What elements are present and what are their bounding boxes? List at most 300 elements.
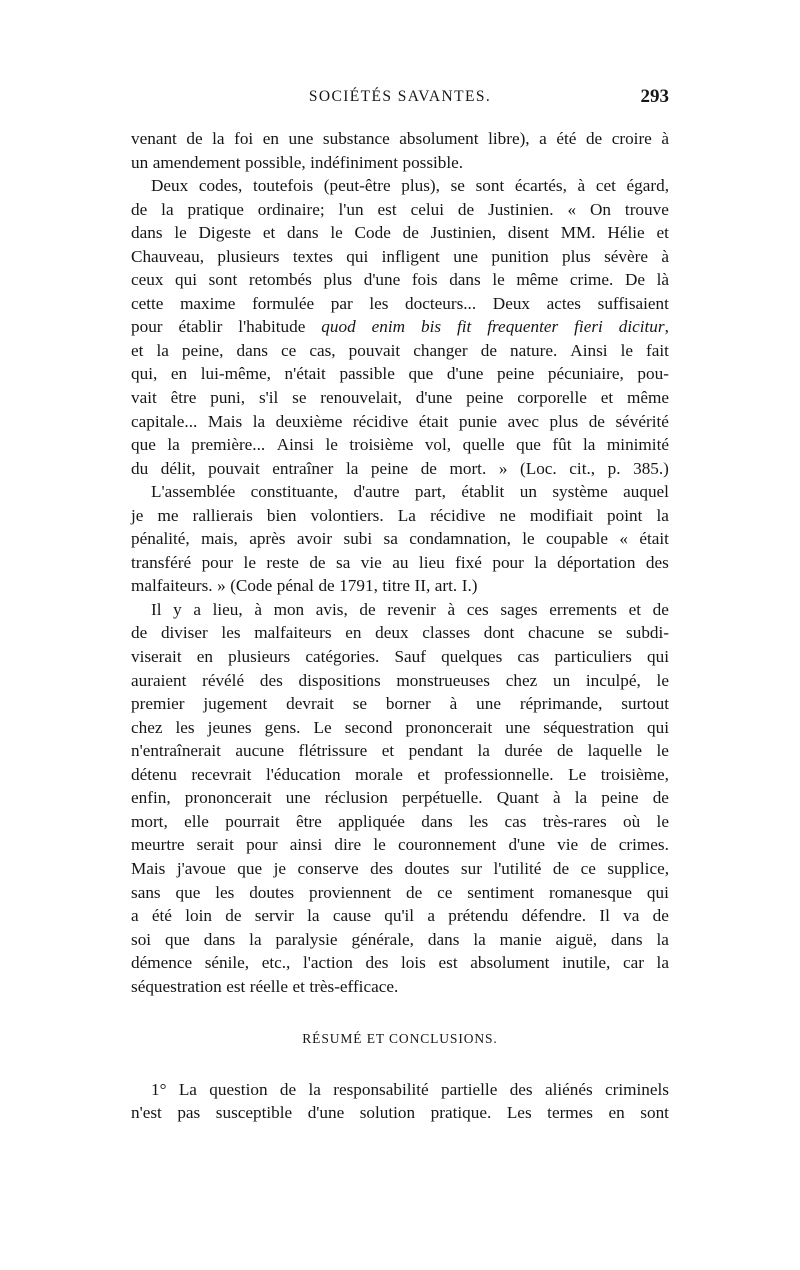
word: On (589, 199, 611, 219)
word: quelle (462, 435, 505, 455)
word: troisième, (600, 764, 669, 784)
word: de (652, 599, 669, 619)
word: foi (234, 129, 254, 148)
word: dans (131, 223, 163, 243)
word: crime. (569, 270, 614, 290)
word: des (509, 1079, 533, 1099)
word: ceux (131, 270, 164, 290)
word: jeunes (207, 717, 252, 737)
word: titre (382, 576, 411, 596)
word: dans (421, 811, 453, 831)
word: qui (646, 882, 669, 902)
word: être (295, 811, 322, 831)
word: soi (131, 929, 152, 949)
word: système (552, 482, 608, 502)
word: « (619, 529, 628, 549)
word: dans (611, 929, 643, 949)
word: reste (266, 552, 299, 572)
text-line (131, 362, 669, 386)
section-heading: RÉSUMÉ ET CONCLUSIONS. (302, 1031, 498, 1047)
word: délit, (160, 458, 196, 478)
word: catégories. (305, 647, 380, 667)
word: une (288, 129, 314, 148)
word: de (225, 906, 242, 926)
word: sévérité (615, 411, 669, 431)
word: les (215, 882, 235, 902)
word: dispositions (298, 670, 381, 690)
text-line (131, 127, 669, 151)
word: diviser (160, 623, 208, 643)
word: aucune (235, 741, 285, 761)
word: du (131, 458, 149, 478)
text-line (131, 174, 669, 198)
word: premier (131, 694, 185, 714)
word: partielle (441, 1079, 498, 1099)
word: pratique. (430, 1103, 492, 1123)
word: ce (580, 858, 596, 878)
word: » (217, 576, 226, 596)
word: en (196, 647, 213, 667)
word: un (131, 152, 149, 172)
word: II, (414, 576, 431, 596)
word: passible (339, 364, 395, 384)
word: est (226, 976, 246, 996)
word: la (167, 435, 180, 455)
word: flétrissure (298, 741, 368, 761)
word: Justinien, (430, 223, 497, 243)
word: subdi- (626, 623, 669, 643)
word: des (365, 953, 389, 973)
word: modifiait (529, 505, 593, 525)
word: gens. (264, 717, 301, 737)
word: en (262, 129, 279, 148)
word: question (209, 1079, 268, 1099)
word: » (498, 458, 508, 478)
running-title: SOCIÉTÉS SAVANTES. (308, 88, 492, 105)
word: ainsi (289, 835, 323, 855)
word: quelques (441, 647, 503, 667)
word: la (156, 340, 169, 360)
word: rallierais (192, 505, 253, 525)
word: même (516, 270, 559, 290)
word: très-efficace. (309, 976, 399, 996)
word: générale, (351, 929, 414, 949)
word: de (131, 623, 148, 643)
word: Mais (131, 858, 166, 878)
word: au (392, 552, 409, 572)
word: morale (355, 764, 403, 784)
word: une (285, 788, 311, 808)
word: établit (461, 482, 505, 502)
word: peine (370, 458, 409, 478)
word: sont (640, 1103, 669, 1123)
word: dans (427, 929, 460, 949)
word: changer (413, 340, 468, 360)
word: le (522, 529, 535, 549)
word: va (623, 906, 640, 926)
word: cas (504, 811, 527, 831)
word: aliénés (544, 1079, 593, 1099)
word: I.) (461, 576, 478, 596)
word: point (607, 505, 643, 525)
word: cas (517, 647, 540, 667)
word: de (405, 882, 423, 902)
text-line (131, 857, 669, 881)
word: malfaiteurs (254, 623, 332, 643)
word: pour (131, 317, 163, 337)
word: l'un (338, 199, 364, 219)
word: cit., (569, 458, 596, 478)
word: La (397, 505, 416, 525)
word: de (318, 576, 335, 596)
word: j'avoue (176, 858, 226, 878)
word: que (175, 882, 201, 902)
word: Ainsi (570, 340, 608, 360)
word: etc., (261, 953, 291, 973)
word: plus), (401, 176, 440, 196)
word: dans (236, 340, 268, 360)
word: lieu (418, 552, 445, 572)
word: réprimande, (519, 694, 603, 714)
word: bis (420, 317, 442, 337)
word: s'il (258, 388, 279, 408)
word: la (308, 1079, 321, 1099)
word: classes (422, 623, 471, 643)
word: doutes (404, 858, 450, 878)
word: avec (507, 411, 540, 431)
word: 1° (151, 1079, 167, 1099)
word: une (453, 246, 479, 266)
word: prononcerait (184, 788, 272, 808)
word: je (131, 505, 144, 525)
word: que (164, 929, 190, 949)
word: et (381, 741, 395, 761)
word: les (369, 293, 389, 313)
word: se (598, 623, 613, 643)
word: était (418, 411, 449, 431)
word: subi (343, 529, 373, 549)
word: substance (322, 129, 390, 148)
word: ordinaire; (257, 199, 325, 219)
word: qui (647, 717, 669, 737)
word: un (519, 482, 537, 502)
word: fois (411, 270, 438, 290)
word: de (359, 599, 376, 619)
word: plusieurs (228, 647, 291, 667)
word: première... (191, 435, 266, 455)
word: renouvelait, (320, 388, 402, 408)
page-header (131, 88, 669, 118)
word: peine (601, 788, 639, 808)
word: sont (208, 270, 238, 290)
word: absolument (399, 129, 479, 148)
word: a (193, 599, 201, 619)
word: amendement (152, 152, 241, 172)
text-line (131, 1101, 669, 1125)
word: plus (323, 270, 353, 290)
text-line (131, 1078, 669, 1102)
text-line (131, 551, 669, 575)
word: bien (266, 505, 297, 525)
word: nature. (510, 340, 558, 360)
word: avoir (296, 529, 333, 549)
word: pouvait (348, 340, 401, 360)
word: à (661, 129, 669, 148)
word: n'entraînerait (131, 741, 221, 761)
word: indéfiniment (310, 152, 398, 172)
word: avis, (315, 599, 348, 619)
word: serait (196, 835, 234, 855)
word: de (420, 458, 437, 478)
text-line (131, 457, 669, 481)
word: à (577, 176, 586, 196)
word: crimes. (618, 835, 669, 855)
word: le (243, 552, 256, 572)
word: qui, (131, 364, 158, 384)
word: susceptible (215, 1103, 293, 1123)
word: a (427, 906, 435, 926)
word: cette (131, 293, 164, 313)
text-line (131, 504, 669, 528)
word: laquelle (587, 741, 643, 761)
text-line (131, 928, 669, 952)
text-line (131, 433, 669, 457)
word: la (583, 435, 596, 455)
text-line (131, 621, 669, 645)
word: d'une (415, 388, 453, 408)
word: peine (497, 364, 535, 384)
word: monstrueuses (396, 670, 490, 690)
word: Code (354, 223, 391, 243)
word: Justinien. (488, 199, 554, 219)
word: a (539, 129, 547, 148)
word: venant (131, 129, 177, 148)
word: récidive (352, 411, 409, 431)
word: les (221, 623, 241, 643)
word: formulée (252, 293, 315, 313)
word: de (309, 552, 326, 572)
word: disent (507, 223, 549, 243)
word: infligent (381, 246, 440, 266)
word: mais, (201, 529, 238, 549)
word: les (175, 717, 195, 737)
word: séquestration (131, 976, 222, 996)
word: qui (175, 270, 198, 290)
word: de (588, 411, 605, 431)
word: que (237, 858, 263, 878)
word: aiguë, (555, 929, 598, 949)
word: le (325, 435, 338, 455)
word: de (556, 741, 574, 761)
text-line (131, 598, 669, 622)
text-line (131, 574, 669, 598)
page-number: 293 (640, 86, 669, 107)
word: ce (281, 340, 297, 360)
text-line (131, 645, 669, 669)
word: maxime (180, 293, 236, 313)
word: (Loc. (519, 458, 557, 478)
word: l'action (302, 953, 353, 973)
word: est (438, 953, 458, 973)
word: la (307, 906, 320, 926)
word: de (585, 129, 603, 148)
word: et (131, 340, 144, 360)
word: fit (456, 317, 472, 337)
word: de (402, 223, 419, 243)
text-line (131, 221, 669, 245)
word: le (656, 741, 669, 761)
word: cas, (309, 340, 336, 360)
word: elle (184, 811, 209, 831)
word: frequenter (487, 317, 559, 337)
word: (Code (230, 576, 273, 596)
word: n'est (131, 1103, 162, 1123)
word: que (408, 364, 434, 384)
text-line (131, 480, 669, 504)
text-line (131, 904, 669, 928)
word: établir (178, 317, 223, 337)
word: Mais (207, 411, 243, 431)
word: a (131, 906, 139, 926)
word: sont (475, 176, 505, 196)
text-line (131, 739, 669, 763)
text-line (131, 245, 669, 269)
word: borner (385, 694, 431, 714)
word: l'utilité (493, 858, 542, 878)
word: sentiment (467, 882, 535, 902)
word: égard, (626, 176, 669, 196)
word: déportation (557, 552, 636, 572)
word: supplice, (607, 858, 669, 878)
word: retombés (248, 270, 312, 290)
text-line (131, 881, 669, 905)
word: où (623, 811, 641, 831)
word: vol, (424, 435, 452, 455)
text-line (131, 151, 669, 175)
word: inutile, (562, 953, 611, 973)
word: 1791, (339, 576, 378, 596)
word: pouvait (208, 458, 260, 478)
word: suffisaient (597, 293, 669, 313)
word: la (161, 199, 174, 219)
word: loin (185, 906, 212, 926)
word: était (639, 529, 669, 549)
word: transféré (131, 552, 192, 572)
word: qu'il (384, 906, 415, 926)
word: romanesque (548, 882, 633, 902)
word: docteurs... (405, 293, 477, 313)
text-line (131, 386, 669, 410)
text-line (131, 339, 669, 363)
word: codes, (198, 176, 243, 196)
word: des (645, 552, 669, 572)
word: celui (410, 199, 444, 219)
word: dicitur, (618, 317, 669, 337)
word: le (492, 270, 505, 290)
word: réelle (249, 976, 288, 996)
text-line (131, 810, 669, 834)
word: prétendu (448, 906, 509, 926)
word: la (252, 411, 266, 431)
word: pratique (187, 199, 244, 219)
word: fixé (455, 552, 482, 572)
word: pécuniaire, (547, 364, 624, 384)
word: Digeste (198, 223, 252, 243)
word: servir (254, 906, 294, 926)
conclusion-text (131, 1078, 669, 1125)
word: corporelle (517, 388, 587, 408)
word: Ainsi (276, 435, 314, 455)
text-line (131, 716, 669, 740)
word: à (254, 599, 262, 619)
word: enfin, (131, 788, 171, 808)
word: en (345, 623, 362, 643)
word: volontiers. (310, 505, 384, 525)
word: à (552, 788, 561, 808)
word: vait (131, 388, 157, 408)
word: et (628, 599, 642, 619)
word: responsabilité (333, 1079, 429, 1099)
word: démence (131, 953, 193, 973)
word: de (186, 129, 203, 148)
word: se (450, 176, 465, 196)
word: de (480, 340, 497, 360)
page-body (131, 127, 669, 1125)
word: en (608, 1103, 625, 1123)
word: le (656, 811, 669, 831)
word: de (457, 199, 475, 219)
word: art. (434, 576, 458, 596)
word: plus (562, 246, 591, 266)
word: Hélie (607, 223, 645, 243)
word: vie (360, 552, 382, 572)
word: lieu, (212, 599, 243, 619)
word: Les (506, 1103, 532, 1123)
word: La (178, 1079, 197, 1099)
word: sa (383, 529, 398, 549)
word: une (476, 694, 501, 714)
word: devrait (286, 694, 334, 714)
text-line (131, 786, 669, 810)
word: la (534, 552, 547, 572)
text-line (131, 975, 669, 999)
word: actes (546, 293, 581, 313)
word: manie (499, 929, 542, 949)
word: puni, (210, 388, 246, 408)
word: de (552, 858, 570, 878)
word: trouve (624, 199, 669, 219)
word: de (131, 199, 148, 219)
word: dans (203, 929, 236, 949)
word: que (516, 435, 541, 455)
word: doutes (249, 882, 295, 902)
word: sénile, (204, 953, 250, 973)
word: pénal (276, 576, 314, 596)
word: malfaiteurs. (131, 576, 213, 596)
word: revenir (387, 599, 436, 619)
word: p. (607, 458, 621, 478)
word: pour (492, 552, 524, 572)
word: durée (504, 741, 543, 761)
word: pour (246, 835, 278, 855)
word: toutefois (252, 176, 314, 196)
word: solution (359, 1103, 416, 1123)
word: de (652, 788, 669, 808)
text-line (131, 315, 669, 339)
text-line (131, 833, 669, 857)
word: été (151, 906, 172, 926)
word: à (447, 599, 456, 619)
